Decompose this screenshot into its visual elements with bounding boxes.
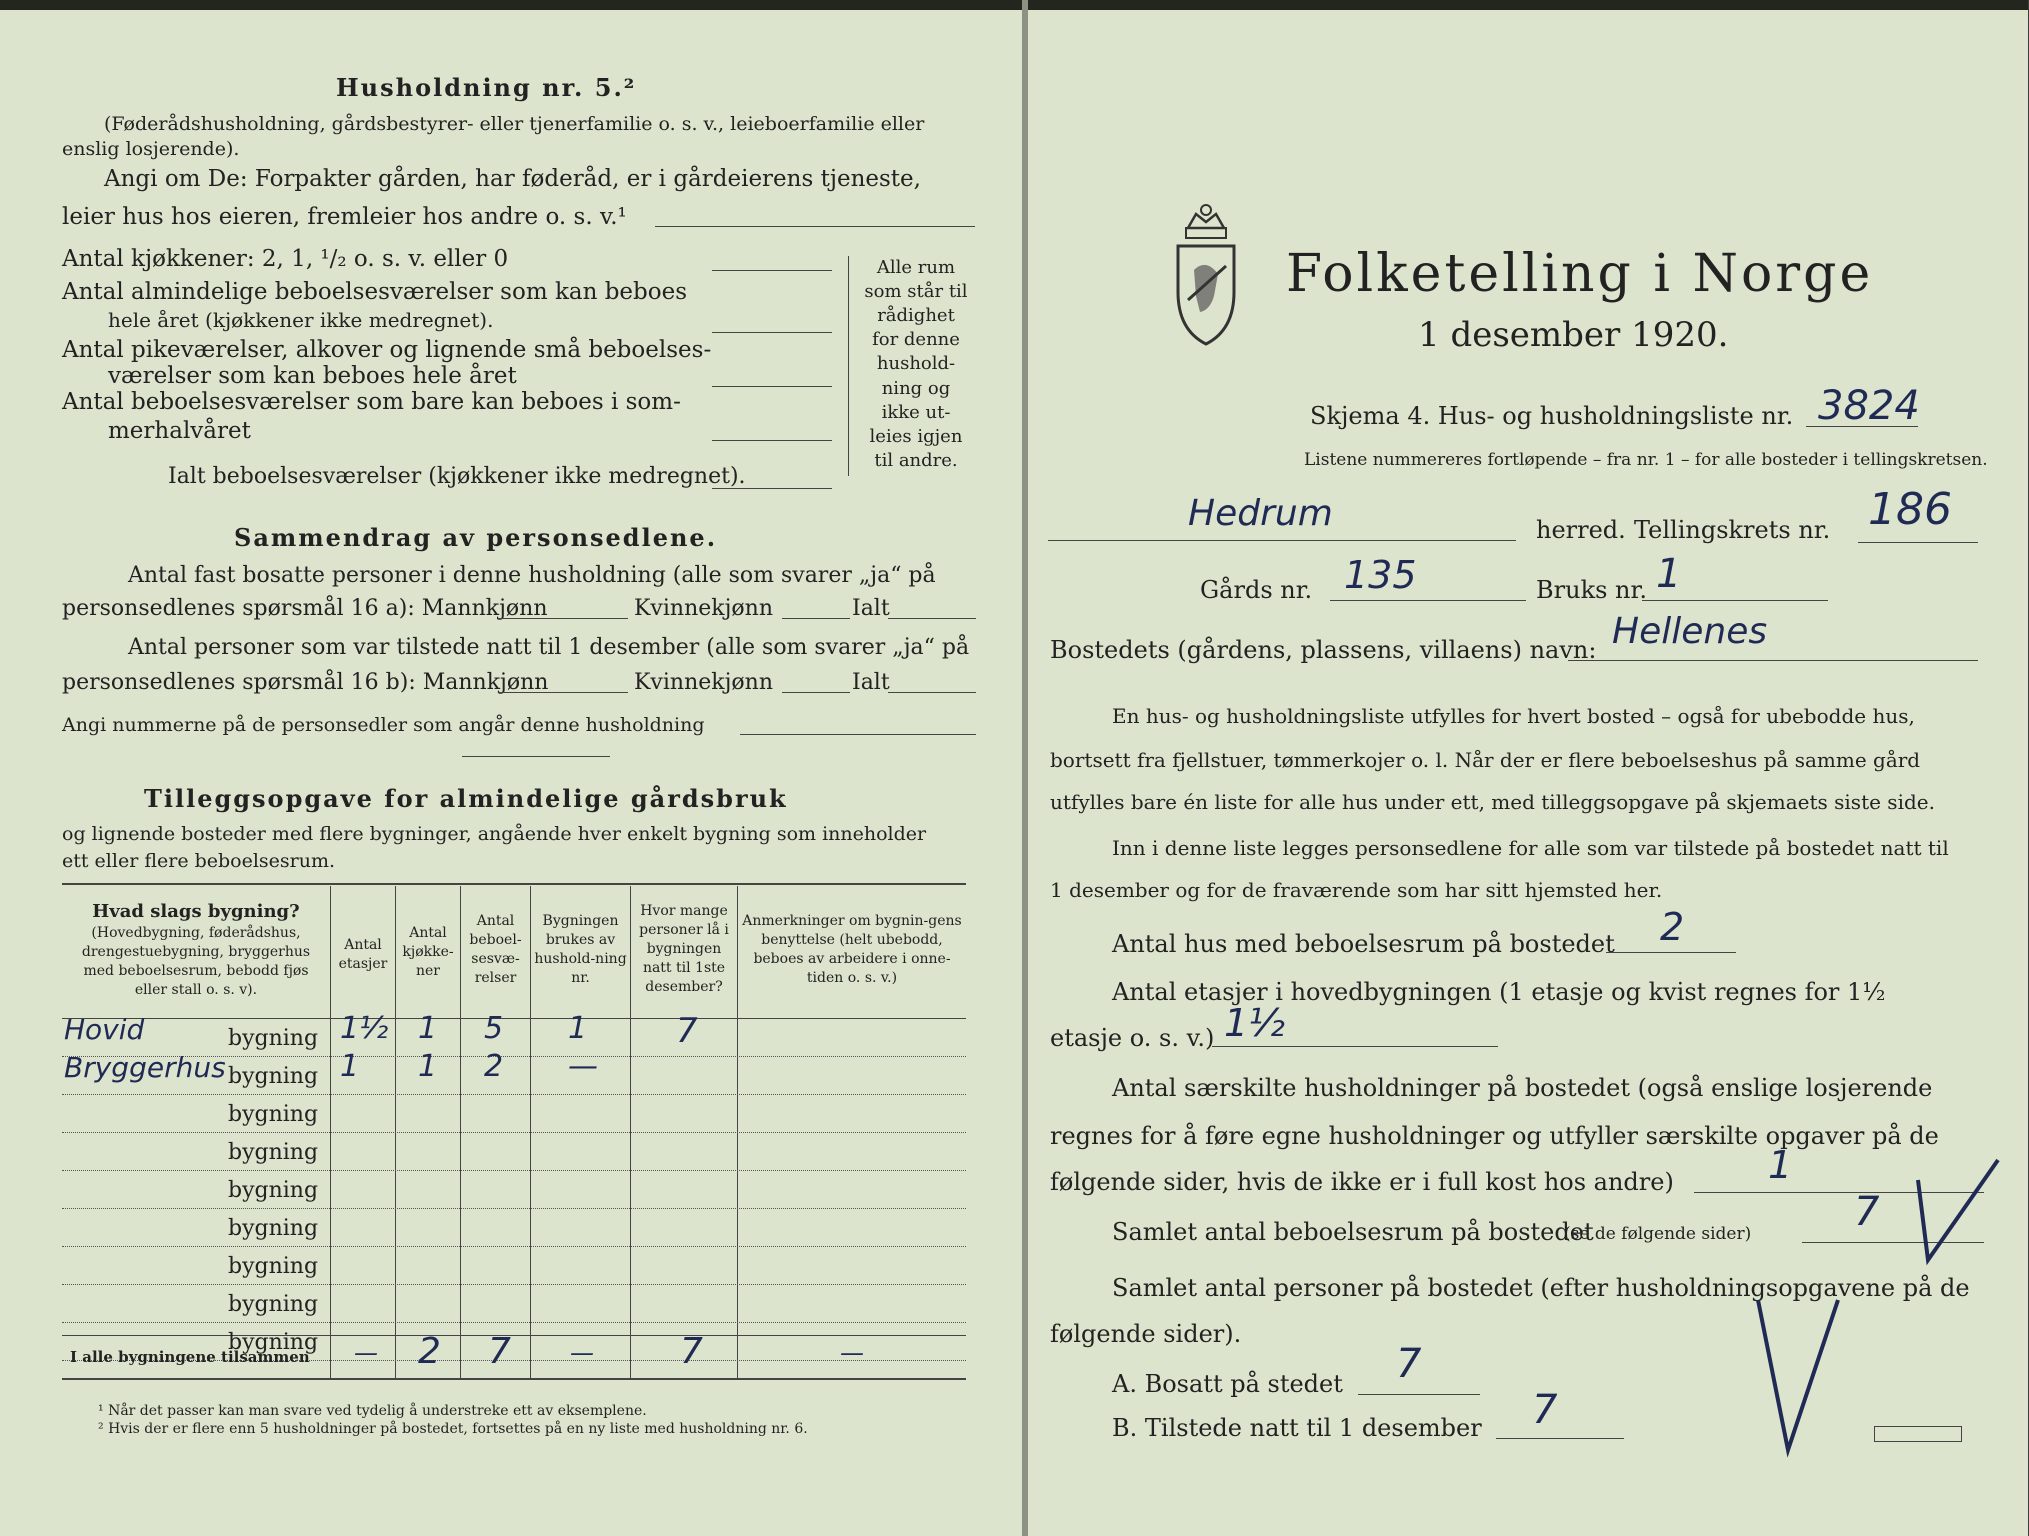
building-word: bygning — [228, 1292, 319, 1317]
bosatt-value: 7 — [1396, 1341, 1422, 1387]
etasjer-value: 1½ — [1224, 1001, 1286, 1045]
gards-label: Gårds nr. — [1200, 576, 1313, 604]
building-kjokkener: 1 — [418, 1011, 438, 1046]
tilstede-ialt: Ialt — [852, 670, 890, 695]
building-word: bygning — [228, 1140, 319, 1165]
samlet-pers-line-1: Samlet antal personer på bostedet (efter husholdningsopgavene på de — [1112, 1274, 1970, 1302]
right-page — [1028, 0, 2028, 1536]
angi-line-1: Angi om De: Forpakter gården, har føderåd, er i gårdeierens tjeneste, — [104, 166, 921, 192]
building-word: bygning — [228, 1064, 319, 1089]
household-title: Husholdning nr. 5.² — [336, 73, 637, 102]
ialt-rooms-label: Ialt beboelsesværelser (kjøkkener ikke medregnet). — [168, 464, 746, 489]
saerskilte-line-3: følgende sider, hvis de ikke er i full kost hos andre) — [1050, 1168, 1674, 1196]
tillegg-line-2: ett eller flere beboelsesrum. — [62, 850, 336, 872]
row-rule — [62, 1322, 966, 1323]
side-note-line: leies igjen — [869, 425, 963, 447]
census-date: 1 desember 1920. — [1418, 315, 1729, 355]
fast-line-1: Antal fast bosatte personer i denne husholdning (alle som svarer „ja“ på — [128, 563, 936, 588]
fast-ialt: Ialt — [852, 596, 890, 621]
census-title: Folketelling i Norge — [1286, 244, 1874, 304]
scan-edge — [0, 0, 1022, 10]
bosatt-label: A. Bosatt på stedet — [1112, 1370, 1343, 1398]
tellingskrets-number: 186 — [1868, 484, 1952, 535]
side-brace — [848, 256, 851, 476]
etasjer-line-2: etasje o. s. v.) — [1050, 1024, 1215, 1052]
antal-hus-label: Antal hus med beboelsesrum på bostedet — [1112, 930, 1615, 958]
etasjer-line-1: Antal etasjer i hovedbygningen (1 etasje og kvist regnes for 1½ — [1112, 978, 1886, 1006]
gards-number: 135 — [1344, 553, 1417, 597]
pike-label-1: Antal pikeværelser, alkover og lignende små beboelses- — [62, 337, 712, 363]
total-kjokkener: 2 — [418, 1331, 441, 1372]
building-name: Bryggerhus — [64, 1051, 226, 1084]
bosted-name: Hellenes — [1612, 611, 1768, 652]
building-husholdning: 1 — [568, 1011, 588, 1046]
building-word: bygning — [228, 1216, 319, 1241]
col-husholdning-header: Bygningen brukes av hushold-ning nr. — [534, 913, 627, 986]
total-personer: 7 — [680, 1331, 703, 1372]
col-personer-header: Hvor mange personer lå i bygningen natt til 1ste desember? — [639, 903, 729, 995]
building-word: bygning — [228, 1254, 319, 1279]
building-etasjer: 1½ — [340, 1011, 389, 1046]
total-etasjer: — — [354, 1339, 378, 1367]
building-etasjer: 1 — [340, 1049, 360, 1084]
intro-note: (Føderådshusholdning, gårdsbestyrer- eller tjenerfamilie o. s. v., leieboerfamilie eller — [104, 113, 925, 135]
almindelige-label-2: hele året (kjøkkener ikke medregnet). — [108, 308, 494, 332]
tilstede-value: 7 — [1532, 1387, 1558, 1433]
tillegg-title: Tilleggsopgave for almindelige gårdsbruk — [144, 784, 788, 813]
side-note-line: ning og — [881, 377, 951, 399]
total-anm: — — [840, 1339, 864, 1367]
total-rum: 7 — [488, 1331, 511, 1372]
samlet-rum-label: Samlet antal beboelsesrum på bostedet — [1112, 1218, 1594, 1246]
building-personer: 7 — [676, 1011, 698, 1051]
fast-kvinne: Kvinnekjønn — [634, 596, 773, 621]
side-note-line: ikke ut- — [881, 401, 951, 423]
bruks-number: 1 — [1656, 551, 1682, 597]
building-word: bygning — [228, 1178, 319, 1203]
skjema-label: Skjema 4. Hus- og husholdningsliste nr. — [1310, 402, 1794, 430]
para2-line-2: 1 desember og for de fraværende som har sitt hjemsted her. — [1050, 878, 1663, 902]
intro-note-2: enslig losjerende). — [62, 138, 240, 160]
bostedets-label: Bostedets (gårdens, plassens, villaens) navn: — [1050, 636, 1597, 664]
row-rule — [62, 1284, 966, 1285]
para1-line-3: utfylles bare én liste for alle hus under ett, med tilleggsopgave på skjemaets siste side. — [1050, 790, 1935, 814]
building-husholdning: — — [568, 1049, 598, 1084]
para1-line-1: En hus- og husholdningsliste utfylles for hvert bosted – også for ubebodde hus, — [1112, 704, 1915, 728]
footnote-2: ² Hvis der er flere enn 5 husholdninger på bostedet, fortsettes på en ny liste med husholdning nr. 6. — [98, 1421, 808, 1437]
side-note-line: for denne — [872, 329, 960, 351]
building-word: bygning — [228, 1026, 319, 1051]
col-rum-header: Antal beboel-sesvæ-relser — [469, 913, 522, 986]
tilstede-kvinne: Kvinnekjønn — [634, 670, 773, 695]
side-note-line: som står til — [864, 281, 968, 303]
col-kjokkener-header: Antal kjøkke-ner — [402, 925, 454, 979]
building-kjokkener: 1 — [418, 1049, 438, 1084]
saerskilte-line-2: regnes for å føre egne husholdninger og utfyller særskilte opgaver på de — [1050, 1122, 1939, 1150]
listene-note: Listene nummereres fortløpende – fra nr. 1 – for alle bosteder i tellingskretsen. — [1304, 450, 1988, 470]
angi-line-2: leier hus hos eieren, fremleier hos andre o. s. v.¹ — [62, 204, 627, 230]
total-label: I alle bygningene tilsammen — [70, 1348, 310, 1366]
scan-edge-right — [1028, 0, 2028, 10]
kjokkener-label: Antal kjøkkener: 2, 1, ¹/₂ o. s. v. eller 0 — [62, 246, 509, 272]
para1-line-2: bortsett fra fjellstuer, tømmerkojer o. l. Når der er flere beboelseshus på samme gård — [1050, 748, 1921, 772]
row-rule — [62, 1094, 966, 1095]
building-rum: 2 — [484, 1049, 504, 1084]
col-type-header: Hvad slags bygning? — [92, 901, 300, 922]
check-mark-strokes — [1588, 1100, 2008, 1460]
total-husholdning: — — [570, 1339, 594, 1367]
tilstede-label: B. Tilstede natt til 1 desember — [1112, 1414, 1482, 1442]
col-anmerkninger-header: Anmerkninger om bygnin-gens benyttelse (helt ubebodd, beboes av arbeidere i onne-tiden o. s. v.) — [742, 913, 962, 986]
row-rule — [62, 1246, 966, 1247]
side-note — [862, 256, 970, 473]
fast-line-2: personsedlenes spørsmål 16 a): Mannkjønn — [62, 596, 548, 621]
footnote-1: ¹ Når det passer kan man svare ved tydelig å understreke ett av eksemplene. — [98, 1403, 647, 1419]
building-name: Hovid — [64, 1013, 145, 1046]
sammendrag-title: Sammendrag av personsedlene. — [234, 523, 718, 552]
tellingskrets-label: Tellingskrets nr. — [1634, 516, 1831, 544]
norway-coat-of-arms-icon — [1166, 200, 1246, 350]
row-rule — [62, 1170, 966, 1171]
side-note-line: til andre. — [874, 449, 958, 471]
nummerne-line: Angi nummerne på de personsedler som angår denne husholdning — [62, 714, 705, 736]
pike-label-2: værelser som kan beboes hele året — [108, 363, 517, 389]
tillegg-line-1: og lignende bosteder med flere bygninger, angående hver enkelt bygning som inneholder — [62, 823, 927, 845]
saerskilte-line-1: Antal særskilte husholdninger på bostedet (også enslige losjerende — [1112, 1074, 1933, 1102]
saerskilte-value: 1 — [1768, 1143, 1793, 1187]
samlet-rum-value: 7 — [1854, 1189, 1880, 1235]
side-note-line: hushold- — [876, 353, 956, 375]
col-type-sub: (Hovedbygning, føderådshus, drengestuebygning, bryggerhus med beboelsesrum, bebodd fjøs eller stall o. s. v). — [81, 925, 311, 998]
sommer-label-1: Antal beboelsesværelser som bare kan beboes i som- — [62, 389, 681, 415]
bruks-label: Bruks nr. — [1536, 576, 1647, 604]
herred-label: herred. — [1536, 516, 1626, 544]
samlet-rum-small: (se de følgende sider) — [1564, 1224, 1752, 1244]
skjema-number: 3824 — [1818, 383, 1920, 429]
tilstede-line-2: personsedlenes spørsmål 16 b): Mannkjønn — [62, 670, 549, 695]
row-rule — [62, 1132, 966, 1133]
building-word: bygning — [228, 1330, 319, 1355]
almindelige-label-1: Antal almindelige beboelsesværelser som kan beboes — [62, 279, 688, 305]
col-etasjer-header: Antal etasjer — [338, 937, 388, 972]
row-rule — [62, 1208, 966, 1209]
side-note-line: Alle rum — [876, 257, 956, 278]
building-word: bygning — [228, 1102, 319, 1127]
antal-hus-value: 2 — [1660, 905, 1685, 949]
para2-line-1: Inn i denne liste legges personsedlene for alle som var tilstede på bostedet natt til — [1112, 836, 1949, 860]
side-note-line: rådighet — [877, 305, 955, 327]
building-rum: 5 — [484, 1011, 504, 1046]
herred-value: Hedrum — [1188, 493, 1333, 534]
printer-stamp — [1874, 1426, 1962, 1442]
sommer-label-2: merhalvåret — [108, 418, 251, 444]
tilstede-line-1: Antal personer som var tilstede natt til 1 desember (alle som svarer „ja“ på — [128, 635, 970, 660]
samlet-pers-line-2: følgende sider). — [1050, 1320, 1242, 1348]
